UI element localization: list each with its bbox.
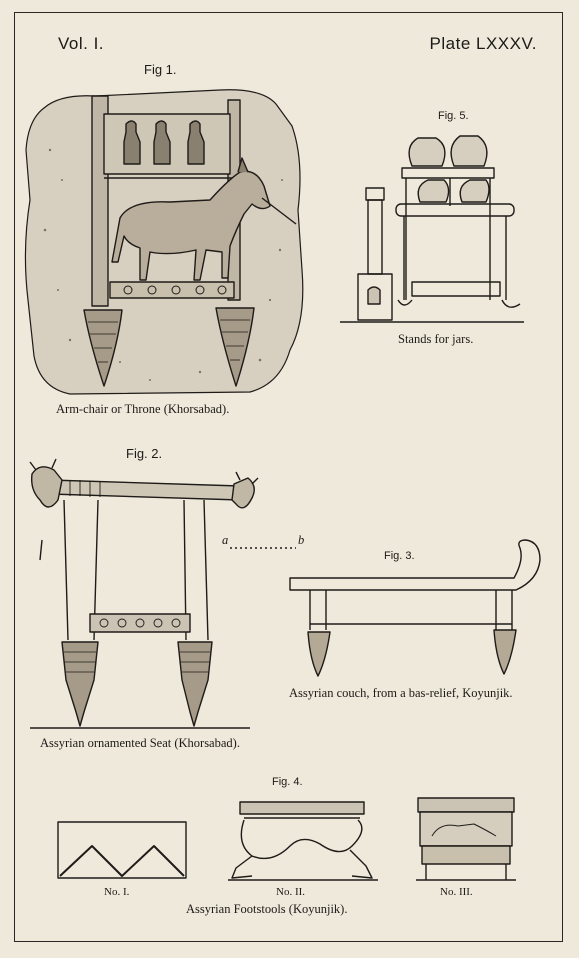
jar-stands-illustration — [340, 136, 524, 322]
fig2-caption: Assyrian ornamented Seat (Khorsabad). — [40, 736, 240, 750]
footstool-no3-illustration — [416, 798, 516, 880]
fig2-mark-a: a — [222, 533, 229, 547]
fig5-label: Fig. 5. — [438, 110, 469, 122]
footstool-no3-label: No. III. — [440, 886, 473, 898]
throne-relief-illustration — [25, 90, 302, 394]
fig4-caption: Assyrian Footstools (Koyunjik). — [186, 902, 348, 916]
couch-illustration — [290, 540, 540, 676]
fig4-label: Fig. 4. — [272, 776, 303, 788]
fig5-caption: Stands for jars. — [398, 332, 474, 346]
fig2-label: Fig. 2. — [126, 446, 163, 461]
fig3-label: Fig. 3. — [384, 550, 415, 562]
footstool-no1-illustration — [58, 822, 186, 878]
volume-label: Vol. I. — [58, 34, 105, 53]
fig2-mark-b: b — [298, 533, 305, 547]
fig3-caption: Assyrian couch, from a bas-relief, Koyunjik. — [289, 686, 513, 700]
footstool-no1-label: No. I. — [104, 886, 130, 898]
fig1-caption: Arm-chair or Throne (Khorsabad). — [56, 402, 230, 416]
ornamented-seat-illustration — [30, 459, 296, 728]
plate-number: Plate LXXXV. — [429, 34, 537, 53]
footstool-no2-label: No. II. — [276, 886, 306, 898]
fig1-label: Fig 1. — [144, 62, 177, 77]
footstool-no2-illustration — [228, 802, 378, 880]
